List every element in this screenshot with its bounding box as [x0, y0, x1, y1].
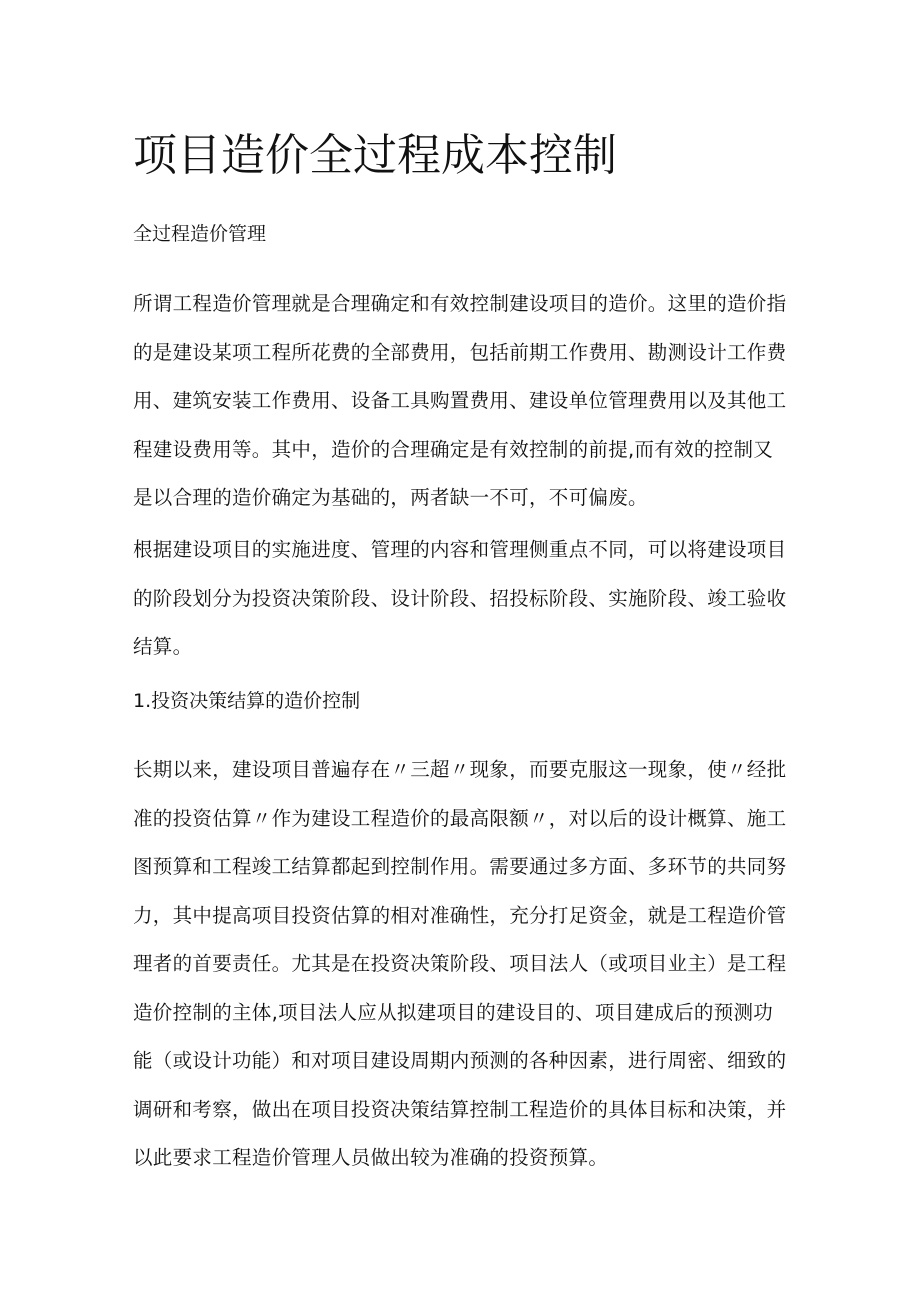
paragraph-line: 图预算和工程竣工结算都起到控制作用。需要通过多方面、多环节的共同努: [133, 855, 787, 878]
paragraph-line: 调研和考察，做出在项目投资决策结算控制工程造价的具体目标和决策，并: [133, 1097, 787, 1121]
paragraph-line: 用、建筑安装工作费用、设备工具购置费用、建设单位管理费用以及其他工: [133, 389, 787, 412]
paragraph-line: 造价控制的主体,项目法人应从拟建项目的建设目的、项目建成后的预测功: [133, 1000, 774, 1024]
paragraph-1: [133, 280, 793, 523]
paragraph-line: 所谓工程造价管理就是合理确定和有效控制建设项目的造价。这里的造价指: [133, 292, 787, 315]
paragraph-line: 以此要求工程造价管理人员做出较为准确的投资预算。: [133, 1146, 609, 1169]
paragraph-line: 程建设费用等。其中，造价的合理确定是有效控制的前提,而有效的控制又: [133, 437, 774, 461]
paragraph-line: 的是建设某项工程所花费的全部费用，包括前期工作费用、勘测设计工作费: [133, 340, 787, 364]
section-subtitle: 全过程造价管理: [133, 223, 267, 245]
paragraph-3: [133, 746, 793, 1183]
paragraph-line: 长期以来，建设项目普遍存在〃三超〃现象，而要克服这一现象，使〃经批: [133, 758, 787, 781]
paragraph-line: 的阶段划分为投资决策阶段、设计阶段、招投标阶段、实施阶段、竣工验收: [133, 586, 787, 610]
section-heading-1: 1.投资决策结算的造价控制: [133, 690, 361, 712]
paragraph-line: 能（或设计功能）和对项目建设周期内预测的各种因素，进行周密、细致的: [133, 1049, 787, 1072]
paragraph-line: 是以合理的造价确定为基础的，两者缺一不可，不可偏废。: [133, 486, 648, 509]
paragraph-2: [133, 526, 793, 672]
paragraph-line: 力，其中提高项目投资估算的相对准确性，充分打足资金，就是工程造价管: [133, 903, 787, 927]
paragraph-line: 根据建设项目的实施进度、管理的内容和管理侧重点不同，可以将建设项目: [133, 538, 787, 561]
paragraph-line: 理者的首要责任。尤其是在投资决策阶段、项目法人（或项目业主）是工程: [133, 952, 787, 975]
paragraph-line: 准的投资估算〃作为建设工程造价的最高限额〃，对以后的设计概算、施工: [133, 806, 787, 830]
document-title: 项目造价全过程成本控制: [133, 130, 617, 181]
paragraph-line: 结算。: [133, 635, 193, 658]
